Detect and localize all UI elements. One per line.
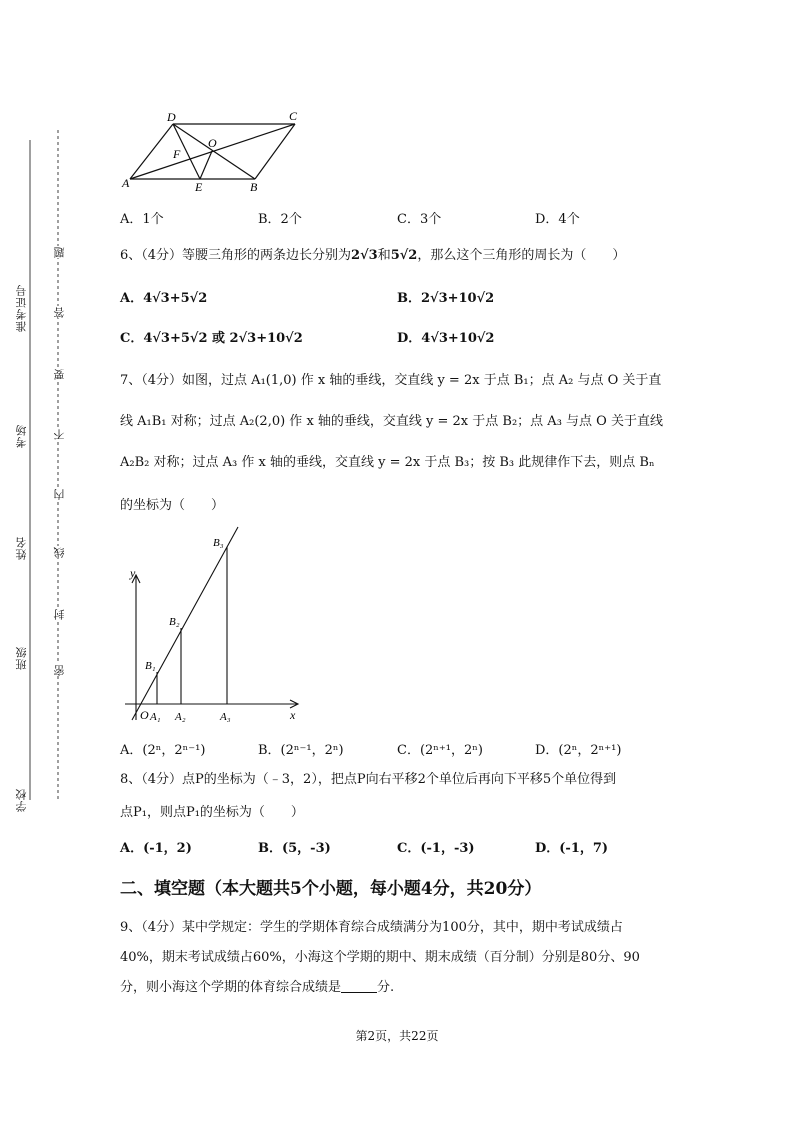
coordinate-figure (120, 525, 310, 730)
point-b: B (250, 180, 258, 194)
q7-option-c[interactable]: C．(2ⁿ⁺¹，2ⁿ) (397, 743, 483, 758)
q8-option-c[interactable]: C．(-1，-3) (397, 841, 475, 856)
point-o: O (208, 136, 217, 150)
q5-option-c[interactable]: C．3个 (397, 212, 442, 227)
q5-option-a[interactable]: A．1个 (120, 212, 164, 227)
label-a3: A₃ (220, 711, 231, 723)
page-footer: 第2页，共22页 (355, 1029, 439, 1043)
q8-stem-line2: 点P₁，则点P₁的坐标为（ ） (120, 805, 304, 820)
label-name: 姓名 (15, 536, 28, 560)
q8-option-a[interactable]: A．(-1，2) (120, 841, 192, 856)
label-exam-room: 考场 (15, 424, 28, 448)
q5-option-d[interactable]: D．4个 (535, 212, 580, 227)
q6-option-a[interactable]: A．4√3+5√2 (120, 291, 208, 306)
q7-stem-line1: 7、（4分）如图，过点 A₁(1,0) 作 x 轴的垂线，交直线 y = 2x 于点 B₁；点 A₂ 与点 O 关于直 (120, 373, 662, 388)
seal-char: 线 (53, 546, 66, 558)
q7-option-a[interactable]: A．(2ⁿ，2ⁿ⁻¹) (120, 743, 206, 758)
q8-option-b[interactable]: B．(5，-3) (258, 841, 331, 856)
q9-stem-line2: 40%，期末考试成绩占60%，小海这个学期的期中、期末成绩（百分制）分别是80分、90 (120, 950, 640, 965)
q6-option-d[interactable]: D．4√3+10√2 (397, 331, 495, 346)
seal-char: 题 (53, 246, 66, 258)
q7-option-d[interactable]: D．(2ⁿ，2ⁿ⁺¹) (535, 743, 622, 758)
label-b2: B₂ (169, 616, 180, 628)
q7-stem-line3: A₂B₂ 对称；过点 A₃ 作 x 轴的垂线，交直线 y = 2x 于点 B₃；按 B₃ 此规律作下去，则点 Bₙ (120, 455, 655, 470)
axis-x-label: x (290, 708, 296, 722)
seal-char: 答 (53, 306, 66, 318)
q6-side-a: 2√3 (351, 248, 378, 263)
q9-stem-line3: 分，则小海这个学期的体育综合成绩是 分. (120, 980, 395, 995)
label-ticket-number: 准考证号 (15, 284, 28, 332)
label-a1: A₁ (150, 711, 161, 723)
point-f: F (173, 147, 181, 161)
q8-stem-line1: 8、（4分）点P的坐标为（﹣3，2），把点P向右平移2个单位后再向下平移5个单位得到 (120, 772, 617, 787)
point-d: D (167, 110, 176, 124)
label-class: 班级 (15, 646, 28, 670)
seal-char: 密 (53, 664, 66, 676)
q5-option-b[interactable]: B．2个 (258, 212, 302, 227)
point-c: C (289, 109, 298, 123)
q8-option-d[interactable]: D．(-1，7) (535, 841, 609, 856)
section-title: 二、填空题（本大题共5个小题，每小题4分，共20分） (120, 879, 542, 899)
q7-option-b[interactable]: B．(2ⁿ⁻¹，2ⁿ) (258, 743, 344, 758)
q6-option-c[interactable]: C．4√3+5√2 或 2√3+10√2 (120, 331, 303, 346)
origin-label: O (140, 708, 149, 722)
q7-stem-line4: 的坐标为（ ） (120, 498, 225, 513)
q6-option-b[interactable]: B．2√3+10√2 (397, 291, 495, 306)
margin-lines (0, 0, 70, 1123)
label-b3: B₃ (213, 537, 224, 549)
axis-y-label: y (130, 566, 136, 580)
seal-char: 不 (53, 428, 66, 440)
parallelogram-figure (115, 105, 310, 195)
label-a2: A₂ (175, 711, 186, 723)
q7-stem-line2: 线 A₁B₁ 对称；过点 A₂(2,0) 作 x 轴的垂线，交直线 y = 2x 于点 B₂；点 A₃ 与点 O 关于直线 (120, 414, 663, 429)
q6-side-b: 5√2 (390, 248, 418, 263)
point-e: E (195, 180, 203, 194)
point-a: A (122, 176, 130, 190)
label-b1: B₁ (145, 660, 156, 672)
q9-stem-line1: 9、（4分）某中学规定：学生的学期体育综合成绩满分为100分，其中，期中考试成绩占 (120, 920, 623, 935)
seal-char: 封 (53, 608, 66, 620)
label-school: 学校 (15, 788, 28, 812)
seal-char: 要 (53, 368, 66, 380)
q6-stem: 6、（4分）等腰三角形的两条边长分别为2√3和5√2，那么这个三角形的周长为（ ） (120, 248, 626, 263)
answer-blank[interactable] (341, 980, 377, 993)
seal-char: 内 (53, 488, 66, 500)
